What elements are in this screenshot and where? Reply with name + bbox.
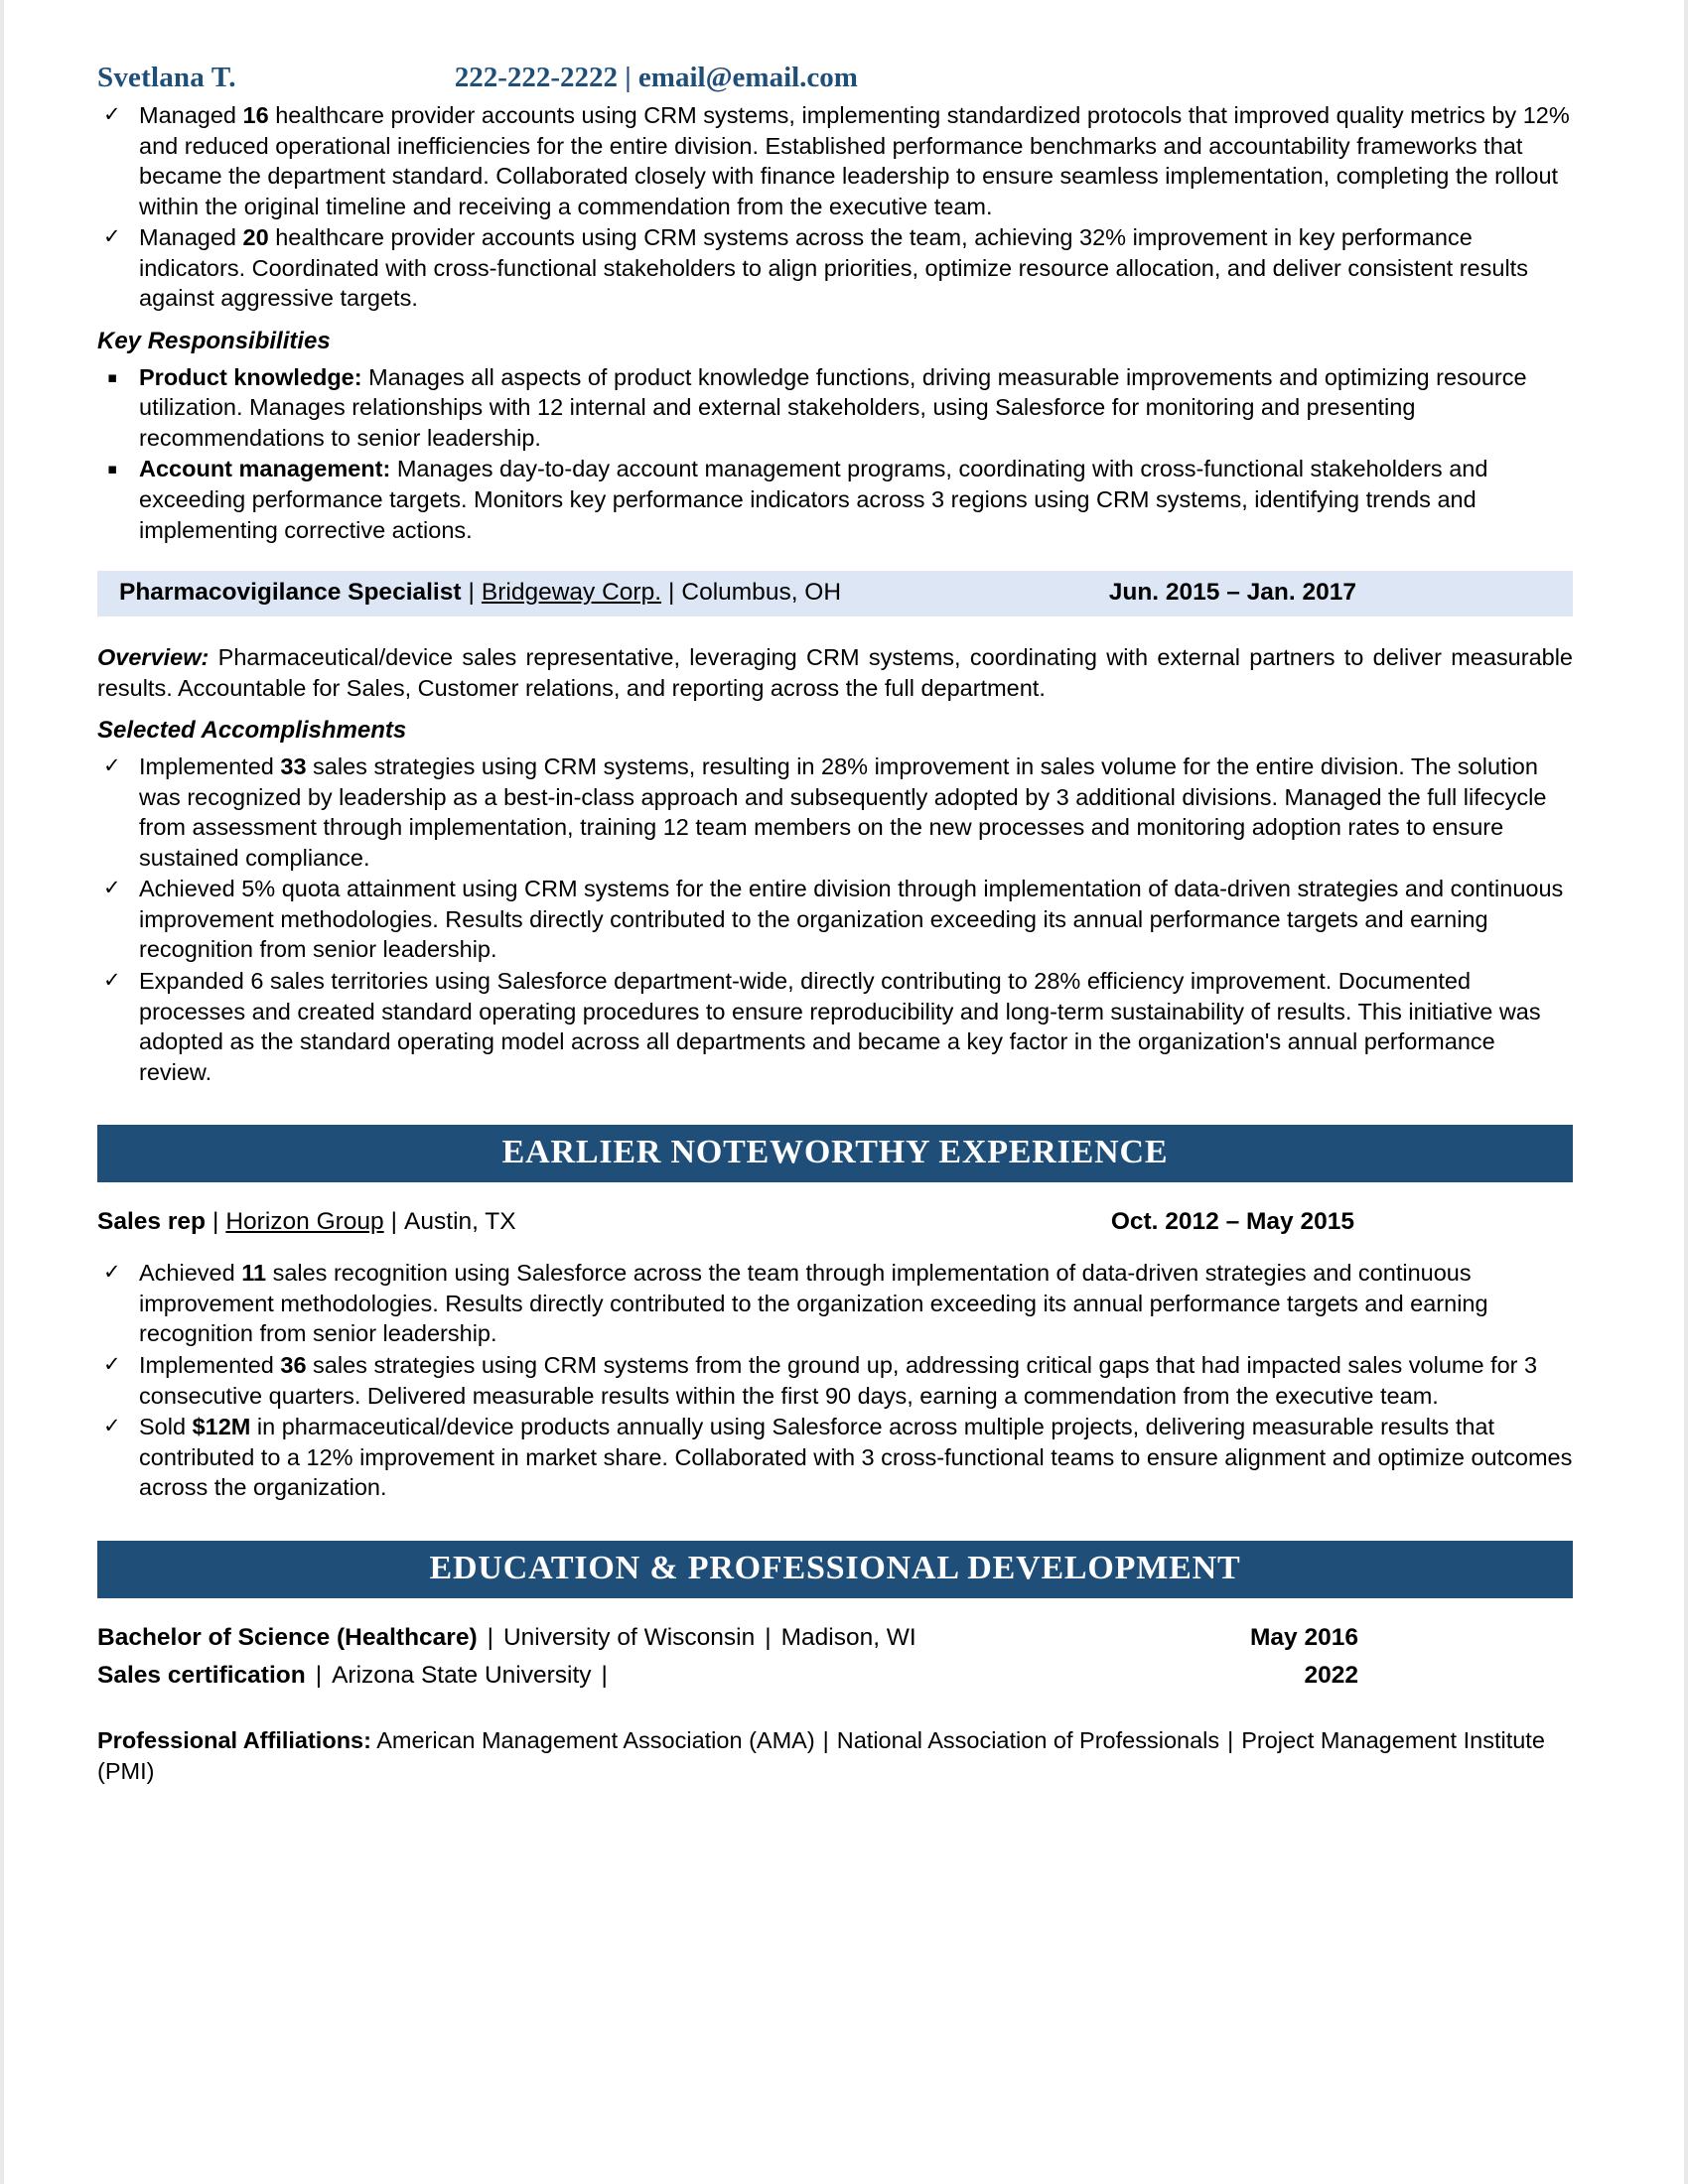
checkmark-icon: ✓ bbox=[103, 102, 121, 126]
bullet-text: Product knowledge: Manages all aspects of product knowledge functions, driving measurable improvements and optimizing resource utilization. Manages relationships with 12 internal and external stakeholders, using Salesforce for monitoring and presenting recommendations to senior leadership. bbox=[139, 363, 1527, 451]
key-responsibilities-heading: Key Responsibilities bbox=[97, 327, 331, 354]
contact-info: 222-222-2222 | email@email.com bbox=[454, 62, 858, 93]
resume-header bbox=[97, 62, 1573, 100]
bullet-text: Sold $12M in pharmaceutical/device products annually using Salesforce across multiple projects, delivering measurable results that contributed to a 12% improvement in market share. Collaborated with 3 cross-functional teams to ensure alignment and optimize outcomes across the organization. bbox=[139, 1414, 1573, 1501]
list-item bbox=[97, 362, 1573, 454]
degree-name: Sales certification bbox=[97, 1661, 306, 1689]
separator: | bbox=[211, 1208, 219, 1236]
job-title: Pharmacovigilance Specialist bbox=[119, 579, 462, 607]
job-entry-bar bbox=[97, 571, 1573, 616]
job-overview: Overview: Pharmaceutical/device sales representative, leveraging CRM systems, coordinating with external partners to deliver measurable results. Accountable for Sales, Customer relations, and reporting across the full department. bbox=[97, 644, 1573, 701]
separator: | bbox=[468, 579, 475, 607]
bullet-text: Implemented 33 sales strategies using CRM systems, resulting in 28% improvement in sales volume for the entire division. The solution was recognized by leadership as a best-in-class approach and subsequently adopted by 3 additional divisions. Managed the full lifecycle from assessment through implementation, training 12 team members on the new processes and monitoring adoption rates to ensure sustained compliance. bbox=[139, 753, 1547, 871]
list-item bbox=[97, 966, 1573, 1087]
key-responsibilities-list bbox=[97, 362, 1573, 545]
checkmark-icon: ✓ bbox=[103, 876, 121, 900]
checkmark-icon: ✓ bbox=[103, 753, 121, 778]
checkmark-icon: ✓ bbox=[103, 967, 121, 992]
job-location: Columbus, OH bbox=[681, 579, 842, 607]
bullet-text: Managed 20 healthcare provider accounts using CRM systems across the team, achieving 32% improvement in key performance indicators. Coordinated with cross-functional stakeholders to align priorities, optimize resource allocation, and deliver consistent results against aggressive targets. bbox=[139, 224, 1528, 312]
checkmark-icon: ✓ bbox=[103, 224, 121, 249]
job-dates: Jun. 2015 – Jan. 2017 bbox=[1108, 579, 1356, 607]
education-date: May 2016 bbox=[1250, 1623, 1358, 1651]
list-item bbox=[97, 751, 1573, 873]
list-item bbox=[97, 1412, 1573, 1503]
list-item bbox=[97, 454, 1573, 545]
earlier-experience-list bbox=[97, 1258, 1573, 1502]
bullet-text: Expanded 6 sales territories using Salesforce department-wide, directly contributing to 28% efficiency improvement. Documented processes and created standard operating procedures to ensure reproducibility and long-term sustainability of results. This initiative was adopted as the standard operating model across all departments and became a key factor in the organization's annual performance review. bbox=[139, 967, 1541, 1085]
job-location: Austin, TX bbox=[404, 1208, 516, 1236]
separator: | bbox=[668, 579, 675, 607]
separator: | bbox=[765, 1623, 772, 1651]
company-name: Horizon Group bbox=[225, 1208, 384, 1236]
professional-affiliations: Professional Affiliations: American Management Association (AMA) | National Association of Professionals | Project Management Institute (PMI) bbox=[97, 1727, 1545, 1784]
list-item bbox=[97, 100, 1573, 221]
section-header-earlier-experience: EARLIER NOTEWORTHY EXPERIENCE bbox=[97, 1125, 1573, 1182]
checkmark-icon: ✓ bbox=[103, 1260, 121, 1285]
separator: | bbox=[315, 1661, 323, 1689]
earlier-job-entry bbox=[97, 1208, 1573, 1236]
bullet-text: Managed 16 healthcare provider accounts using CRM systems, implementing standardized protocols that improved quality metrics by 12% and reduced operational inefficiencies for the entire division. Established performance benchmarks and accountability frameworks that became the department standard. Collaborated closely with finance leadership to ensure seamless implementation, completing the rollout within the original timeline and receiving a commendation from the executive team. bbox=[139, 102, 1570, 219]
list-item bbox=[97, 1258, 1573, 1349]
education-entry bbox=[97, 1662, 1573, 1690]
bullet-text: Achieved 11 sales recognition using Salesforce across the team through implementation of data-driven strategies and continuous improvement methodologies. Results directly contributed to the organization exceeding its annual performance targets and earning recognition from senior leadership. bbox=[139, 1260, 1488, 1347]
job-title: Sales rep bbox=[97, 1208, 206, 1236]
school-name: Arizona State University bbox=[332, 1661, 592, 1689]
list-item bbox=[97, 874, 1573, 965]
selected-accomplishments-list bbox=[97, 751, 1573, 1087]
company-name: Bridgeway Corp. bbox=[481, 579, 662, 607]
checkmark-icon: ✓ bbox=[103, 1414, 121, 1438]
separator: | bbox=[487, 1623, 493, 1651]
top-accomplishments-list bbox=[97, 100, 1573, 314]
selected-accomplishments-heading: Selected Accomplishments bbox=[97, 717, 407, 745]
list-item bbox=[97, 1350, 1573, 1411]
resume-content bbox=[97, 62, 1573, 1786]
separator: | bbox=[601, 1661, 608, 1689]
degree-name: Bachelor of Science (Healthcare) bbox=[97, 1623, 478, 1651]
list-item bbox=[97, 222, 1573, 314]
square-bullet-icon: ▪ bbox=[107, 367, 118, 386]
separator: | bbox=[390, 1208, 398, 1236]
job-dates: Oct. 2012 – May 2015 bbox=[1110, 1208, 1354, 1236]
bullet-text: Account management: Manages day-to-day account management programs, coordinating with cross-functional stakeholders and exceeding performance targets. Monitors key performance indicators across 3 regions using CRM systems, identifying trends and implementing corrective actions. bbox=[139, 456, 1488, 543]
checkmark-icon: ✓ bbox=[103, 1351, 121, 1376]
school-location: Madison, WI bbox=[780, 1623, 916, 1651]
section-header-education: EDUCATION & PROFESSIONAL DEVELOPMENT bbox=[97, 1541, 1573, 1598]
education-entry bbox=[97, 1624, 1573, 1652]
school-name: University of Wisconsin bbox=[502, 1623, 756, 1651]
candidate-name: Svetlana T. bbox=[97, 62, 236, 93]
education-date: 2022 bbox=[1304, 1661, 1358, 1689]
square-bullet-icon: ▪ bbox=[107, 460, 118, 478]
bullet-text: Achieved 5% quota attainment using CRM systems for the entire division through implementation of data-driven strategies and continuous improvement methodologies. Results directly contributed to the organization exceeding its annual performance targets and earning recognition from senior leadership. bbox=[139, 876, 1564, 963]
bullet-text: Implemented 36 sales strategies using CRM systems from the ground up, addressing critical gaps that had impacted sales volume for 3 consecutive quarters. Delivered measurable results within the first 90 days, earning a commendation from the executive team. bbox=[139, 1351, 1538, 1409]
